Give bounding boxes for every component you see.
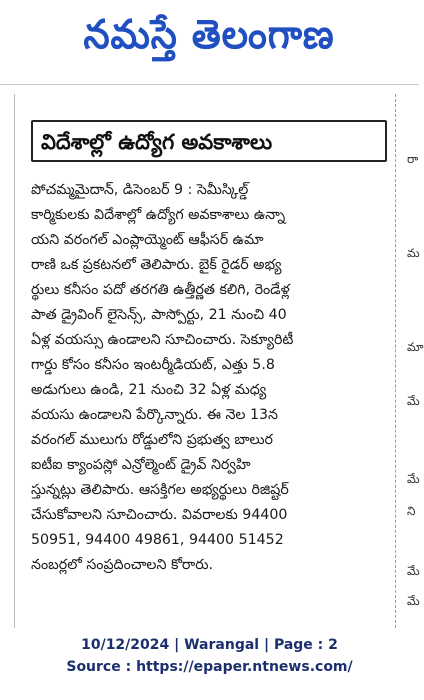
adjacent-text-fragment: మే xyxy=(407,564,420,578)
masthead xyxy=(0,0,419,80)
article-line: పాత డ్రైవింగ్ లైసెన్స్, పాస్పోర్టు, 21 నుంచి 40 xyxy=(31,307,287,323)
article-line: చేసుకోవాలని సూచించారు. వివరాలకు 94400 xyxy=(31,507,288,523)
article-body xyxy=(31,178,387,578)
article-line: నంబర్లలో సంప్రదించాలని కోరారు. xyxy=(31,557,214,573)
article-clip xyxy=(14,94,396,628)
article-line: కార్మికులకు విదేశాల్లో ఉద్యోగ అవకాశాలు ఉన్నా xyxy=(31,207,286,223)
adjacent-text-fragment: ని xyxy=(407,504,416,518)
adjacent-column-fragment xyxy=(404,94,424,628)
edition-meta: 10/12/2024 | Warangal | Page : 2 xyxy=(81,637,338,653)
article-line: యని వరంగల్ ఎంప్లాయ్మెంట్ ఆఫీసర్ ఉమా xyxy=(31,232,264,248)
article-line: గార్డు కోసం కనీసం ఇంటర్మీడియట్, ఎత్తు 5.8 xyxy=(31,357,275,373)
article-line: 50951, 94400 49861, 94400 51452 xyxy=(31,532,284,548)
clip-footer xyxy=(0,634,419,694)
article-line: రాణి ఒక ప్రకటనలో తెలిపారు. బైక్ రైడర్ అభ్య xyxy=(31,257,282,273)
article-line: స్తున్నట్లు తెలిపారు. ఆసక్తిగల అభ్యర్థులు రిజిష్టర్ xyxy=(31,482,289,498)
newspaper-logo: నమస్తే తెలంగాణ xyxy=(83,12,336,58)
adjacent-text-fragment: మే xyxy=(407,394,420,408)
article-line: వయసు ఉండాలని పేర్కొన్నారు. ఈ నెల 13న xyxy=(31,407,278,423)
masthead-divider xyxy=(0,84,419,85)
adjacent-text-fragment: రా xyxy=(407,152,419,166)
adjacent-text-fragment: మే xyxy=(407,594,420,608)
adjacent-text-fragment: మా xyxy=(407,340,424,354)
source-link[interactable]: Source : https://epaper.ntnews.com/ xyxy=(66,659,353,675)
article-line: వరంగల్ ములుగు రోడ్డులోని ప్రభుత్వ బాలుర xyxy=(31,432,273,448)
article-headline: విదేశాల్లో ఉద్యోగ అవకాశాలు xyxy=(31,120,387,162)
article-line: ర్థులు కనీసం పదో తరగతి ఉత్తీర్ణత కలిగి, రెండేళ్ల xyxy=(31,282,290,298)
adjacent-text-fragment: మ xyxy=(407,246,420,260)
article-line: అడుగులు ఉండి, 21 నుంచి 32 ఏళ్ల మధ్య xyxy=(31,382,267,398)
article-line: పోచమ్మమైదాన్, డిసెంబర్ 9 : సెమీస్కిల్డ్ xyxy=(31,182,249,198)
article-line: ఐటీఐ క్యాంపస్లో ఎన్రోల్మెంట్ డ్రైవ్ నిర్వహి xyxy=(31,457,251,473)
adjacent-text-fragment: మే xyxy=(407,472,420,486)
article-line: ఏళ్ల వయస్సు ఉండాలని సూచించారు. సెక్యూరిటీ xyxy=(31,332,294,348)
